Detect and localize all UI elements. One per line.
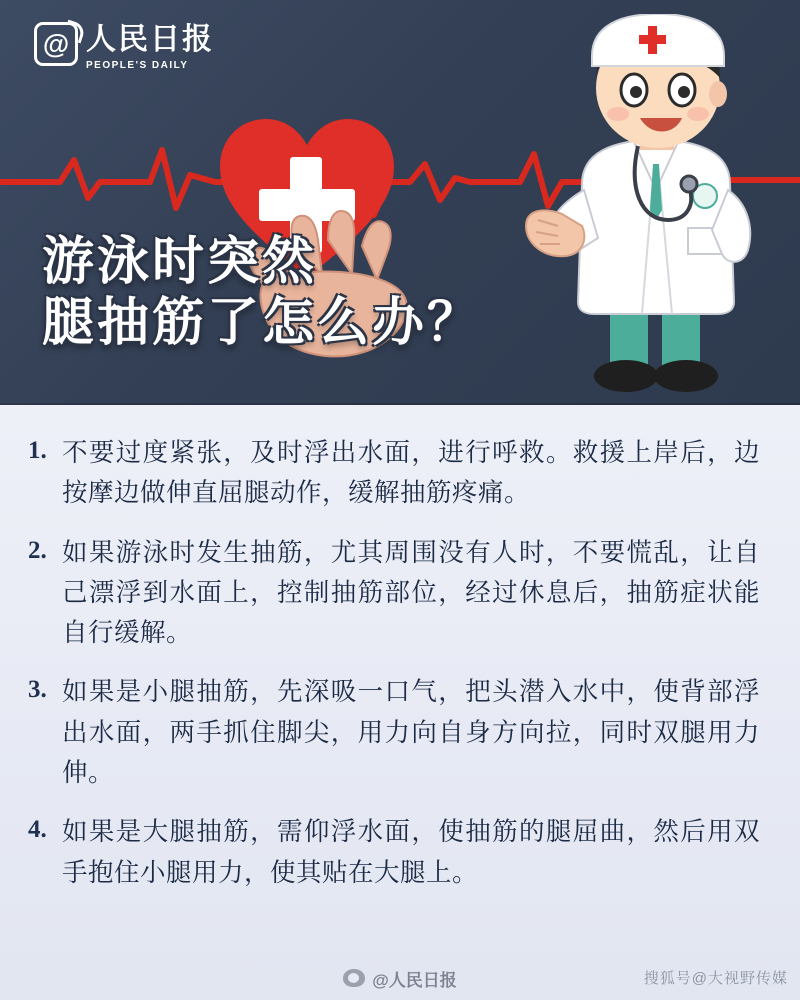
list-item-number: 3. [28, 676, 47, 704]
title-line-2: 腿抽筋了怎么办？ [42, 294, 483, 353]
weibo-account-label: @人民日报 [372, 970, 457, 990]
sohu-credit: 搜狐号@大视野传媒 [643, 970, 788, 987]
page-title [42, 232, 482, 355]
logo-name-en: PEOPLE'S DAILY [86, 59, 189, 71]
tips-list [0, 405, 800, 1000]
list-item [28, 533, 760, 654]
title-line-1: 游泳时突然 [42, 233, 318, 291]
list-item-text: 如果是大腿抽筋，需仰浮水面，使抽筋的腿屈曲，然后用双手抱住小腿用力，使其贴在大腿上。 [62, 818, 760, 887]
list-item [28, 672, 760, 793]
publisher-logo [34, 22, 214, 71]
list-item-text: 如果是小腿抽筋，先深吸一口气，把头潜入水中，使背部浮出水面，两手抓住脚尖，用力向自身方向拉，同时双腿用力伸。 [62, 678, 760, 787]
cartoon-doctor-icon [522, 14, 792, 405]
at-sign-icon: @ [34, 22, 78, 66]
logo-name-cn: 人民日报 [86, 23, 214, 56]
logo-swoosh-icon [63, 20, 87, 44]
weibo-eye-icon [343, 969, 365, 987]
list-item-number: 2. [28, 536, 47, 564]
list-item-number: 1. [28, 437, 47, 464]
list-item-number: 4. [28, 816, 47, 844]
list-item [28, 812, 760, 893]
list-item-text: 如果游泳时发生抽筋，尤其周围没有人时，不要慌乱，让自己漂浮到水面上，控制抽筋部位，经过休息后，抽筋症状能自行缓解。 [62, 538, 760, 648]
poster-header [0, 0, 800, 405]
list-item [28, 433, 760, 514]
list-item-text: 不要过度紧张，及时浮出水面，进行呼救。救援上岸后，边按摩边做伸直屈腿动作，缓解抽筋疼痛。 [62, 439, 760, 508]
weibo-credit [343, 966, 457, 991]
